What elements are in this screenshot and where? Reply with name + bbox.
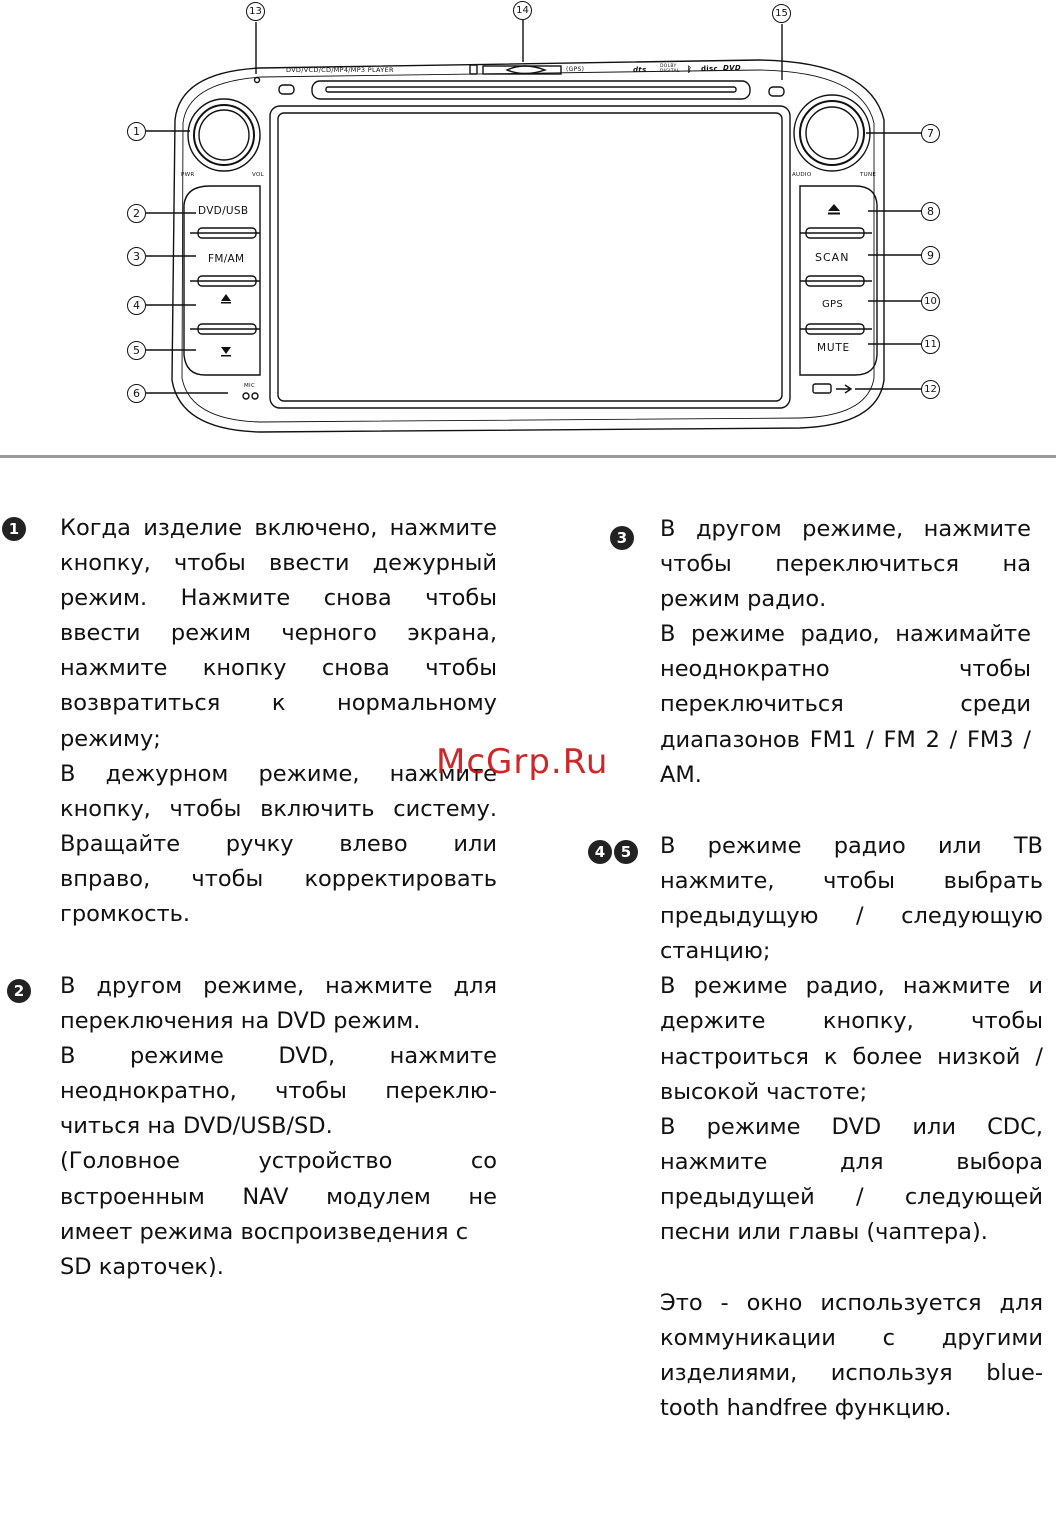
audio-label: AUDIO (792, 172, 812, 178)
text-line: чтобы переключиться на (660, 551, 1031, 578)
badge-3: 3 (610, 526, 634, 550)
up-button[interactable] (205, 290, 247, 312)
callout-6: 6 (127, 384, 146, 403)
bluetooth-icon: ᛒ (687, 65, 693, 74)
text-line: коммуникации с другими (660, 1325, 1043, 1352)
text-line: AM. (660, 761, 702, 788)
text-line: диапазонов FM1 / FM 2 / FM3 / (660, 726, 1031, 753)
paragraph-fm-am (660, 512, 1031, 793)
text-line: Вращайте ручку влево или (60, 830, 497, 857)
text-line: В режиме DVD, нажмите (60, 1043, 497, 1070)
text-line: переключиться среди (660, 691, 1031, 718)
badge-1: 1 (2, 517, 26, 541)
text-line: неоднократно, чтобы переклю- (60, 1078, 497, 1105)
text-line: В режиме DVD или CDC, (660, 1113, 1043, 1140)
text-line: (Головное устройство со (60, 1148, 497, 1175)
text-line: встроенным NAV модулем не (60, 1183, 497, 1210)
callout-14: 14 (513, 1, 532, 20)
text-line: В режиме радио или ТВ (660, 833, 1043, 859)
eject-button[interactable] (810, 198, 858, 220)
text-line: высокой частоте; (660, 1078, 868, 1105)
text-line: режиму; (60, 725, 161, 752)
text-line: настроиться к более низкой / (660, 1043, 1043, 1070)
disc-logo: disc (701, 65, 718, 73)
player-model-label: DVD/VCD/CD/MP4/MP3 PLAYER (286, 66, 394, 74)
text-line: В другом режиме, нажмите (660, 516, 1031, 542)
text-line: переключения на DVD режим. (60, 1008, 421, 1035)
text-line: возвратиться к нормальному (60, 690, 497, 717)
badge-2: 2 (7, 979, 31, 1003)
paragraph-bluetooth (660, 1286, 1043, 1426)
text-line: кнопку, чтобы включить систему. (60, 795, 497, 822)
text-line: нажмите для выбора (660, 1148, 1043, 1175)
text-line: вправо, чтобы корректировать (60, 865, 497, 892)
badge-5: 5 (614, 840, 638, 864)
gps-button[interactable]: GPS (822, 299, 844, 310)
device-front-panel-diagram (0, 0, 1056, 445)
callout-1: 1 (127, 122, 146, 141)
text-line: громкость. (60, 901, 191, 928)
text-line: В режиме радио, нажмите и (660, 973, 1043, 1000)
text-line: режим радио. (660, 586, 827, 613)
text-line: В другом режиме, нажмите для (60, 973, 497, 999)
text-line: предыдущей / следующей (660, 1183, 1043, 1210)
paragraph-prev-next (660, 829, 1043, 1250)
gps-slot-label: (GPS) (566, 66, 585, 73)
tune-label: TUNE (860, 172, 877, 178)
text-line: В дежурном режиме, нажмите (60, 760, 497, 787)
text-line: Когда изделие включено, нажмите (60, 515, 497, 541)
down-button[interactable] (205, 340, 247, 362)
mic-label: MIC (244, 383, 256, 389)
callout-11: 11 (921, 335, 940, 354)
text-line: ввести режим черного экрана, (60, 620, 497, 647)
dvd-logo: DVD (723, 64, 741, 72)
callout-5: 5 (127, 341, 146, 360)
text-line: нажмите, чтобы выбрать (660, 868, 1043, 895)
text-line: изделиями, используя blue- (660, 1360, 1043, 1387)
text-line: читься на DVD/USB/SD. (60, 1113, 333, 1140)
text-line: кнопку, чтобы ввести дежурный (60, 550, 497, 577)
callout-15: 15 (772, 4, 791, 23)
text-line: предыдущую / следующую (660, 903, 1043, 930)
callout-4: 4 (127, 296, 146, 315)
text-line: нажмите кнопку снова чтобы (60, 655, 497, 682)
paragraph-power-knob (60, 511, 497, 932)
callout-13: 13 (246, 2, 265, 21)
text-line: SD карточек). (60, 1253, 224, 1280)
dts-logo: dts (633, 66, 647, 74)
text-line: tooth handfree функцию. (660, 1395, 952, 1422)
text-line: Это - окно используется для (660, 1290, 1043, 1316)
callout-7: 7 (921, 124, 940, 143)
badge-4: 4 (588, 840, 612, 864)
text-line: В режиме радио, нажимайте (660, 621, 1031, 648)
callout-9: 9 (921, 246, 940, 265)
mute-button[interactable]: MUTE (817, 342, 850, 354)
text-line: станцию; (660, 938, 771, 965)
dvd-usb-button[interactable]: DVD/USB (198, 205, 249, 217)
vol-label: VOL (252, 172, 264, 178)
text-line: имеет режима воспроизведения с (60, 1218, 469, 1245)
watermark: McGrp.Ru (436, 742, 609, 782)
callout-3: 3 (127, 247, 146, 266)
paragraph-dvd-usb (60, 969, 497, 1285)
callout-12: 12 (921, 380, 940, 399)
dolby-logo: DOLBY DIGITAL (660, 64, 680, 74)
callout-2: 2 (127, 204, 146, 223)
callout-8: 8 (921, 202, 940, 221)
section-divider (0, 455, 1056, 458)
text-line: неоднократно чтобы (660, 656, 1031, 683)
device-outline (0, 0, 1056, 445)
text-line: песни или главы (чаптера). (660, 1219, 988, 1246)
fm-am-button[interactable]: FM/AM (208, 253, 245, 265)
pwr-label: PWR (181, 172, 195, 178)
text-line: режим. Нажмите снова чтобы (60, 585, 497, 612)
scan-button[interactable]: SCAN (815, 251, 850, 264)
callout-10: 10 (921, 292, 940, 311)
text-line: держите кнопку, чтобы (660, 1008, 1043, 1035)
